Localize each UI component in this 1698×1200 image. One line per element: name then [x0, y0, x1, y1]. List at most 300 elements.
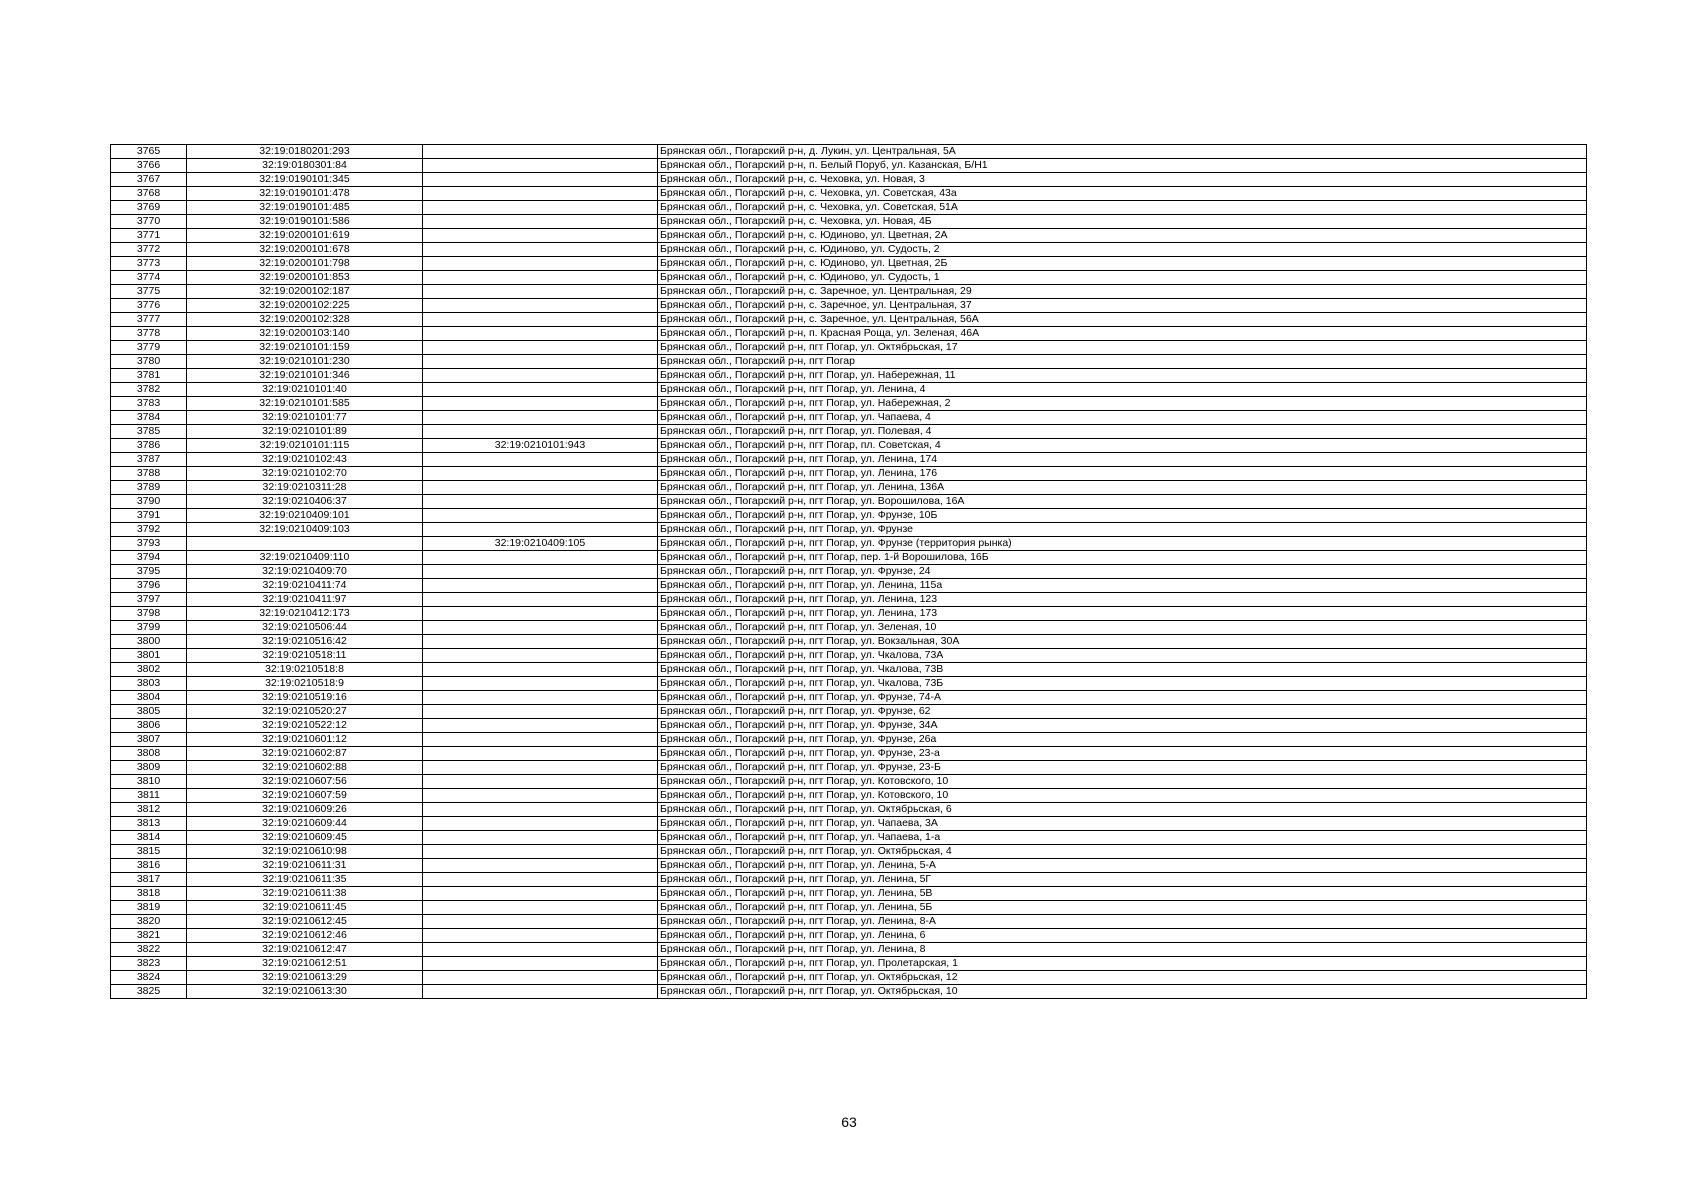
cadastral-number-cell: 32:19:0210518:8 — [187, 663, 423, 677]
previous-cadastral-number-cell — [423, 425, 658, 439]
address-cell: Брянская обл., Погарский р-н, пгт Погар — [658, 355, 1587, 369]
address-cell: Брянская обл., Погарский р-н, пгт Погар, ул. Ленина, 176 — [658, 467, 1587, 481]
row-number-cell: 3791 — [111, 509, 187, 523]
address-cell: Брянская обл., Погарский р-н, пгт Погар, ул. Чапаева, 3А — [658, 817, 1587, 831]
address-cell: Брянская обл., Погарский р-н, с. Заречное, ул. Центральная, 37 — [658, 299, 1587, 313]
table-row — [111, 229, 1587, 243]
row-number-cell: 3803 — [111, 677, 187, 691]
cadastral-number-cell: 32:19:0210602:87 — [187, 747, 423, 761]
table-row — [111, 285, 1587, 299]
cadastral-number-cell: 32:19:0210101:159 — [187, 341, 423, 355]
previous-cadastral-number-cell — [423, 341, 658, 355]
previous-cadastral-number-cell — [423, 817, 658, 831]
address-cell: Брянская обл., Погарский р-н, с. Юдиново, ул. Цветная, 2А — [658, 229, 1587, 243]
row-number-cell: 3770 — [111, 215, 187, 229]
table-row — [111, 565, 1587, 579]
previous-cadastral-number-cell — [423, 705, 658, 719]
table-row — [111, 887, 1587, 901]
row-number-cell: 3782 — [111, 383, 187, 397]
address-cell: Брянская обл., Погарский р-н, пгт Погар, ул. Чапаева, 1-а — [658, 831, 1587, 845]
previous-cadastral-number-cell — [423, 551, 658, 565]
address-cell: Брянская обл., Погарский р-н, пгт Погар, ул. Ленина, 123 — [658, 593, 1587, 607]
address-cell: Брянская обл., Погарский р-н, пгт Погар, ул. Ленина, 5Б — [658, 901, 1587, 915]
previous-cadastral-number-cell — [423, 859, 658, 873]
row-number-cell: 3778 — [111, 327, 187, 341]
row-number-cell: 3807 — [111, 733, 187, 747]
cadastral-number-cell: 32:19:0210506:44 — [187, 621, 423, 635]
previous-cadastral-number-cell — [423, 803, 658, 817]
row-number-cell: 3822 — [111, 943, 187, 957]
previous-cadastral-number-cell — [423, 411, 658, 425]
previous-cadastral-number-cell — [423, 957, 658, 971]
table-row — [111, 341, 1587, 355]
previous-cadastral-number-cell — [423, 383, 658, 397]
previous-cadastral-number-cell — [423, 355, 658, 369]
row-number-cell: 3801 — [111, 649, 187, 663]
table-row — [111, 509, 1587, 523]
table-row — [111, 523, 1587, 537]
cadastral-number-cell: 32:19:0210101:346 — [187, 369, 423, 383]
address-cell: Брянская обл., Погарский р-н, с. Заречное, ул. Центральная, 56А — [658, 313, 1587, 327]
previous-cadastral-number-cell — [423, 775, 658, 789]
row-number-cell: 3788 — [111, 467, 187, 481]
table-row — [111, 985, 1587, 999]
table-row — [111, 635, 1587, 649]
row-number-cell: 3765 — [111, 145, 187, 159]
row-number-cell: 3810 — [111, 775, 187, 789]
table-row — [111, 439, 1587, 453]
table-row — [111, 607, 1587, 621]
row-number-cell: 3816 — [111, 859, 187, 873]
row-number-cell: 3808 — [111, 747, 187, 761]
previous-cadastral-number-cell — [423, 271, 658, 285]
cadastral-number-cell: 32:19:0210519:16 — [187, 691, 423, 705]
table-row — [111, 971, 1587, 985]
row-number-cell: 3771 — [111, 229, 187, 243]
address-cell: Брянская обл., Погарский р-н, пгт Погар, пл. Советская, 4 — [658, 439, 1587, 453]
address-cell: Брянская обл., Погарский р-н, с. Чеховка, ул. Новая, 4Б — [658, 215, 1587, 229]
previous-cadastral-number-cell — [423, 733, 658, 747]
row-number-cell: 3804 — [111, 691, 187, 705]
table-row — [111, 789, 1587, 803]
table-row — [111, 943, 1587, 957]
row-number-cell: 3767 — [111, 173, 187, 187]
cadastral-number-cell: 32:19:0210613:29 — [187, 971, 423, 985]
table-row — [111, 495, 1587, 509]
previous-cadastral-number-cell — [423, 971, 658, 985]
address-cell: Брянская обл., Погарский р-н, пгт Погар, ул. Чкалова, 73А — [658, 649, 1587, 663]
cadastral-number-cell: 32:19:0210609:26 — [187, 803, 423, 817]
page-number: 63 — [841, 1114, 857, 1130]
address-cell: Брянская обл., Погарский р-н, пгт Погар, ул. Чкалова, 73Б — [658, 677, 1587, 691]
cadastral-number-cell: 32:19:0210518:9 — [187, 677, 423, 691]
row-number-cell: 3769 — [111, 201, 187, 215]
address-cell: Брянская обл., Погарский р-н, пгт Погар, ул. Набережная, 11 — [658, 369, 1587, 383]
row-number-cell: 3818 — [111, 887, 187, 901]
previous-cadastral-number-cell — [423, 747, 658, 761]
cadastral-number-cell: 32:19:0210611:45 — [187, 901, 423, 915]
table-row — [111, 677, 1587, 691]
row-number-cell: 3777 — [111, 313, 187, 327]
row-number-cell: 3795 — [111, 565, 187, 579]
cadastral-number-cell: 32:19:0210522:12 — [187, 719, 423, 733]
table-row — [111, 593, 1587, 607]
table-row — [111, 425, 1587, 439]
table-row — [111, 915, 1587, 929]
table-row — [111, 579, 1587, 593]
cadastral-number-cell: 32:19:0210101:230 — [187, 355, 423, 369]
row-number-cell: 3820 — [111, 915, 187, 929]
address-cell: Брянская обл., Погарский р-н, с. Юдиново, ул. Цветная, 2Б — [658, 257, 1587, 271]
previous-cadastral-number-cell — [423, 789, 658, 803]
address-cell: Брянская обл., Погарский р-н, пгт Погар, ул. Октябрьская, 12 — [658, 971, 1587, 985]
table-row — [111, 845, 1587, 859]
previous-cadastral-number-cell — [423, 719, 658, 733]
cadastral-number-cell: 32:19:0210609:45 — [187, 831, 423, 845]
table-row — [111, 327, 1587, 341]
row-number-cell: 3812 — [111, 803, 187, 817]
address-cell: Брянская обл., Погарский р-н, пгт Погар, ул. Ленина, 4 — [658, 383, 1587, 397]
row-number-cell: 3819 — [111, 901, 187, 915]
row-number-cell: 3798 — [111, 607, 187, 621]
address-cell: Брянская обл., Погарский р-н, пгт Погар, ул. Ленина, 8-А — [658, 915, 1587, 929]
previous-cadastral-number-cell — [423, 985, 658, 999]
cadastral-number-cell: 32:19:0190101:485 — [187, 201, 423, 215]
cadastral-number-cell: 32:19:0210409:101 — [187, 509, 423, 523]
row-number-cell: 3772 — [111, 243, 187, 257]
address-cell: Брянская обл., Погарский р-н, пгт Погар, ул. Зеленая, 10 — [658, 621, 1587, 635]
previous-cadastral-number-cell — [423, 201, 658, 215]
row-number-cell: 3785 — [111, 425, 187, 439]
row-number-cell: 3815 — [111, 845, 187, 859]
row-number-cell: 3823 — [111, 957, 187, 971]
address-cell: Брянская обл., Погарский р-н, пгт Погар, ул. Полевая, 4 — [658, 425, 1587, 439]
row-number-cell: 3799 — [111, 621, 187, 635]
cadastral-number-cell: 32:19:0190101:478 — [187, 187, 423, 201]
cadastral-number-cell: 32:19:0210409:103 — [187, 523, 423, 537]
cadastral-number-cell: 32:19:0210516:42 — [187, 635, 423, 649]
row-number-cell: 3776 — [111, 299, 187, 313]
table-row — [111, 243, 1587, 257]
row-number-cell: 3825 — [111, 985, 187, 999]
cadastral-number-cell: 32:19:0210409:110 — [187, 551, 423, 565]
address-cell: Брянская обл., Погарский р-н, п. Красная Роща, ул. Зеленая, 46А — [658, 327, 1587, 341]
address-cell: Брянская обл., Погарский р-н, пгт Погар, ул. Фрунзе, 24 — [658, 565, 1587, 579]
address-cell: Брянская обл., Погарский р-н, пгт Погар, ул. Фрунзе, 62 — [658, 705, 1587, 719]
table-row — [111, 691, 1587, 705]
row-number-cell: 3780 — [111, 355, 187, 369]
cadastral-number-cell: 32:19:0200102:187 — [187, 285, 423, 299]
table-row — [111, 663, 1587, 677]
previous-cadastral-number-cell — [423, 845, 658, 859]
previous-cadastral-number-cell — [423, 691, 658, 705]
previous-cadastral-number-cell — [423, 677, 658, 691]
address-cell: Брянская обл., Погарский р-н, пгт Погар, ул. Котовского, 10 — [658, 775, 1587, 789]
address-cell: Брянская обл., Погарский р-н, с. Чеховка, ул. Советская, 51А — [658, 201, 1587, 215]
previous-cadastral-number-cell — [423, 901, 658, 915]
table-row — [111, 649, 1587, 663]
table-row — [111, 621, 1587, 635]
previous-cadastral-number-cell — [423, 299, 658, 313]
cadastral-number-cell: 32:19:0210102:43 — [187, 453, 423, 467]
previous-cadastral-number-cell — [423, 509, 658, 523]
previous-cadastral-number-cell — [423, 313, 658, 327]
previous-cadastral-number-cell — [423, 565, 658, 579]
table-row — [111, 537, 1587, 551]
row-number-cell: 3821 — [111, 929, 187, 943]
row-number-cell: 3800 — [111, 635, 187, 649]
address-cell: Брянская обл., Погарский р-н, пгт Погар, ул. Фрунзе, 23-а — [658, 747, 1587, 761]
row-number-cell: 3768 — [111, 187, 187, 201]
table-row — [111, 187, 1587, 201]
address-cell: Брянская обл., Погарский р-н, пгт Погар, ул. Фрунзе (территория рынка) — [658, 537, 1587, 551]
table-row — [111, 873, 1587, 887]
previous-cadastral-number-cell — [423, 327, 658, 341]
cadastral-number-cell: 32:19:0210102:70 — [187, 467, 423, 481]
previous-cadastral-number-cell — [423, 761, 658, 775]
row-number-cell: 3781 — [111, 369, 187, 383]
table-row — [111, 257, 1587, 271]
address-cell: Брянская обл., Погарский р-н, д. Лукин, ул. Центральная, 5А — [658, 145, 1587, 159]
row-number-cell: 3814 — [111, 831, 187, 845]
address-cell: Брянская обл., Погарский р-н, с. Заречное, ул. Центральная, 29 — [658, 285, 1587, 299]
previous-cadastral-number-cell — [423, 663, 658, 677]
previous-cadastral-number-cell — [423, 285, 658, 299]
address-cell: Брянская обл., Погарский р-н, пгт Погар, пер. 1-й Ворошилова, 16Б — [658, 551, 1587, 565]
row-number-cell: 3797 — [111, 593, 187, 607]
previous-cadastral-number-cell — [423, 887, 658, 901]
table-row — [111, 831, 1587, 845]
cadastral-number-cell: 32:19:0190101:345 — [187, 173, 423, 187]
row-number-cell: 3792 — [111, 523, 187, 537]
table-row — [111, 215, 1587, 229]
table-row — [111, 467, 1587, 481]
cadastral-number-cell: 32:19:0180301:84 — [187, 159, 423, 173]
address-cell: Брянская обл., Погарский р-н, пгт Погар, ул. Ленина, 5-А — [658, 859, 1587, 873]
row-number-cell: 3802 — [111, 663, 187, 677]
cadastral-number-cell: 32:19:0190101:586 — [187, 215, 423, 229]
cadastral-number-cell: 32:19:0210611:31 — [187, 859, 423, 873]
address-cell: Брянская обл., Погарский р-н, пгт Погар, ул. Котовского, 10 — [658, 789, 1587, 803]
table-row — [111, 733, 1587, 747]
address-cell: Брянская обл., Погарский р-н, пгт Погар, ул. Фрунзе, 34А — [658, 719, 1587, 733]
cadastral-number-cell: 32:19:0210518:11 — [187, 649, 423, 663]
address-cell: Брянская обл., Погарский р-н, пгт Погар, ул. Фрунзе, 10Б — [658, 509, 1587, 523]
address-cell: Брянская обл., Погарский р-н, пгт Погар, ул. Чкалова, 73В — [658, 663, 1587, 677]
address-cell: Брянская обл., Погарский р-н, пгт Погар, ул. Октябрьская, 4 — [658, 845, 1587, 859]
cadastral-number-cell: 32:19:0200101:798 — [187, 257, 423, 271]
table-row — [111, 173, 1587, 187]
previous-cadastral-number-cell — [423, 453, 658, 467]
row-number-cell: 3806 — [111, 719, 187, 733]
previous-cadastral-number-cell — [423, 649, 658, 663]
address-cell: Брянская обл., Погарский р-н, пгт Погар, ул. Ленина, 8 — [658, 943, 1587, 957]
address-cell: Брянская обл., Погарский р-н, пгт Погар, ул. Фрунзе, 23-Б — [658, 761, 1587, 775]
cadastral-number-cell: 32:19:0210612:51 — [187, 957, 423, 971]
cadastral-number-cell: 32:19:0210607:59 — [187, 789, 423, 803]
cadastral-number-cell: 32:19:0210412:173 — [187, 607, 423, 621]
cadastral-number-cell: 32:19:0210607:56 — [187, 775, 423, 789]
row-number-cell: 3809 — [111, 761, 187, 775]
cadastral-number-cell: 32:19:0210411:74 — [187, 579, 423, 593]
cadastral-number-cell: 32:19:0210612:45 — [187, 915, 423, 929]
address-cell: Брянская обл., Погарский р-н, пгт Погар, ул. Октябрьская, 10 — [658, 985, 1587, 999]
cadastral-number-cell: 32:19:0210602:88 — [187, 761, 423, 775]
cadastral-number-cell: 32:19:0210611:38 — [187, 887, 423, 901]
cadastral-number-cell: 32:19:0200103:140 — [187, 327, 423, 341]
address-cell: Брянская обл., Погарский р-н, пгт Погар, ул. Ленина, 5Г — [658, 873, 1587, 887]
cadastral-number-cell: 32:19:0210406:37 — [187, 495, 423, 509]
previous-cadastral-number-cell — [423, 173, 658, 187]
previous-cadastral-number-cell: 32:19:0210101:943 — [423, 439, 658, 453]
table-row — [111, 397, 1587, 411]
previous-cadastral-number-cell — [423, 145, 658, 159]
table-row — [111, 159, 1587, 173]
previous-cadastral-number-cell — [423, 187, 658, 201]
table-row — [111, 551, 1587, 565]
cadastral-number-cell: 32:19:0210101:77 — [187, 411, 423, 425]
cadastral-number-cell: 32:19:0210612:46 — [187, 929, 423, 943]
address-cell: Брянская обл., Погарский р-н, пгт Погар, ул. Пролетарская, 1 — [658, 957, 1587, 971]
cadastral-number-cell: 32:19:0200102:225 — [187, 299, 423, 313]
table-body — [111, 145, 1587, 999]
row-number-cell: 3811 — [111, 789, 187, 803]
row-number-cell: 3813 — [111, 817, 187, 831]
address-cell: Брянская обл., Погарский р-н, пгт Погар, ул. Чапаева, 4 — [658, 411, 1587, 425]
row-number-cell: 3766 — [111, 159, 187, 173]
table-row — [111, 817, 1587, 831]
row-number-cell: 3824 — [111, 971, 187, 985]
table-row — [111, 355, 1587, 369]
table-row — [111, 145, 1587, 159]
address-cell: Брянская обл., Погарский р-н, пгт Погар, ул. Ленина, 136А — [658, 481, 1587, 495]
cadastral-number-cell: 32:19:0210101:89 — [187, 425, 423, 439]
address-cell: Брянская обл., Погарский р-н, пгт Погар, ул. Вокзальная, 30А — [658, 635, 1587, 649]
cadastral-number-cell: 32:19:0210520:27 — [187, 705, 423, 719]
previous-cadastral-number-cell — [423, 929, 658, 943]
cadastral-number-cell: 32:19:0210601:12 — [187, 733, 423, 747]
previous-cadastral-number-cell: 32:19:0210409:105 — [423, 537, 658, 551]
cadastral-number-cell — [187, 537, 423, 551]
cadastral-number-cell: 32:19:0210411:97 — [187, 593, 423, 607]
address-cell: Брянская обл., Погарский р-н, с. Чеховка, ул. Советская, 43а — [658, 187, 1587, 201]
cadastral-number-cell: 32:19:0210610:98 — [187, 845, 423, 859]
address-cell: Брянская обл., Погарский р-н, с. Юдиново, ул. Судость, 1 — [658, 271, 1587, 285]
table-row — [111, 929, 1587, 943]
row-number-cell: 3775 — [111, 285, 187, 299]
row-number-cell: 3805 — [111, 705, 187, 719]
row-number-cell: 3774 — [111, 271, 187, 285]
previous-cadastral-number-cell — [423, 523, 658, 537]
row-number-cell: 3793 — [111, 537, 187, 551]
cadastral-number-cell: 32:19:0210609:44 — [187, 817, 423, 831]
table-row — [111, 719, 1587, 733]
row-number-cell: 3789 — [111, 481, 187, 495]
cadastral-number-cell: 32:19:0210101:585 — [187, 397, 423, 411]
cadastral-number-cell: 32:19:0180201:293 — [187, 145, 423, 159]
table-row — [111, 299, 1587, 313]
previous-cadastral-number-cell — [423, 915, 658, 929]
table-row — [111, 859, 1587, 873]
address-cell: Брянская обл., Погарский р-н, п. Белый Поруб, ул. Казанская, Б/Н1 — [658, 159, 1587, 173]
table-row — [111, 761, 1587, 775]
table-row — [111, 411, 1587, 425]
address-cell: Брянская обл., Погарский р-н, пгт Погар, ул. Ленина, 174 — [658, 453, 1587, 467]
row-number-cell: 3783 — [111, 397, 187, 411]
address-cell: Брянская обл., Погарский р-н, пгт Погар, ул. Октябрьская, 6 — [658, 803, 1587, 817]
cadastral-number-cell: 32:19:0200101:678 — [187, 243, 423, 257]
previous-cadastral-number-cell — [423, 243, 658, 257]
row-number-cell: 3773 — [111, 257, 187, 271]
address-cell: Брянская обл., Погарский р-н, пгт Погар, ул. Фрунзе — [658, 523, 1587, 537]
previous-cadastral-number-cell — [423, 607, 658, 621]
previous-cadastral-number-cell — [423, 159, 658, 173]
previous-cadastral-number-cell — [423, 397, 658, 411]
cadastral-number-cell: 32:19:0210101:40 — [187, 383, 423, 397]
previous-cadastral-number-cell — [423, 593, 658, 607]
row-number-cell: 3787 — [111, 453, 187, 467]
previous-cadastral-number-cell — [423, 579, 658, 593]
address-cell: Брянская обл., Погарский р-н, пгт Погар, ул. Набережная, 2 — [658, 397, 1587, 411]
cadastral-number-cell: 32:19:0200101:619 — [187, 229, 423, 243]
address-cell: Брянская обл., Погарский р-н, пгт Погар, ул. Фрунзе, 26а — [658, 733, 1587, 747]
previous-cadastral-number-cell — [423, 481, 658, 495]
previous-cadastral-number-cell — [423, 495, 658, 509]
address-cell: Брянская обл., Погарский р-н, пгт Погар, ул. Ленина, 6 — [658, 929, 1587, 943]
cadastral-number-cell: 32:19:0210612:47 — [187, 943, 423, 957]
row-number-cell: 3779 — [111, 341, 187, 355]
table-row — [111, 705, 1587, 719]
previous-cadastral-number-cell — [423, 873, 658, 887]
previous-cadastral-number-cell — [423, 943, 658, 957]
previous-cadastral-number-cell — [423, 467, 658, 481]
cadastral-number-cell: 32:19:0200102:328 — [187, 313, 423, 327]
table-row — [111, 901, 1587, 915]
table-row — [111, 201, 1587, 215]
table-row — [111, 383, 1587, 397]
table-row — [111, 453, 1587, 467]
land-plot-table — [110, 144, 1587, 999]
address-cell: Брянская обл., Погарский р-н, пгт Погар, ул. Фрунзе, 74-А — [658, 691, 1587, 705]
previous-cadastral-number-cell — [423, 229, 658, 243]
cadastral-number-cell: 32:19:0210311:28 — [187, 481, 423, 495]
table-row — [111, 271, 1587, 285]
table-row — [111, 747, 1587, 761]
address-cell: Брянская обл., Погарский р-н, с. Юдиново, ул. Судость, 2 — [658, 243, 1587, 257]
previous-cadastral-number-cell — [423, 621, 658, 635]
address-cell: Брянская обл., Погарский р-н, пгт Погар, ул. Ленина, 173 — [658, 607, 1587, 621]
cadastral-number-cell: 32:19:0210101:115 — [187, 439, 423, 453]
row-number-cell: 3796 — [111, 579, 187, 593]
previous-cadastral-number-cell — [423, 831, 658, 845]
previous-cadastral-number-cell — [423, 369, 658, 383]
row-number-cell: 3794 — [111, 551, 187, 565]
table-row — [111, 803, 1587, 817]
cadastral-number-cell: 32:19:0210613:30 — [187, 985, 423, 999]
table-row — [111, 775, 1587, 789]
table-row — [111, 481, 1587, 495]
previous-cadastral-number-cell — [423, 257, 658, 271]
row-number-cell: 3790 — [111, 495, 187, 509]
cadastral-number-cell: 32:19:0210611:35 — [187, 873, 423, 887]
address-cell: Брянская обл., Погарский р-н, пгт Погар, ул. Октябрьская, 17 — [658, 341, 1587, 355]
address-cell: Брянская обл., Погарский р-н, пгт Погар, ул. Ворошилова, 16А — [658, 495, 1587, 509]
address-cell: Брянская обл., Погарский р-н, пгт Погар, ул. Ленина, 115а — [658, 579, 1587, 593]
table-row — [111, 957, 1587, 971]
previous-cadastral-number-cell — [423, 215, 658, 229]
address-cell: Брянская обл., Погарский р-н, с. Чеховка, ул. Новая, 3 — [658, 173, 1587, 187]
address-cell: Брянская обл., Погарский р-н, пгт Погар, ул. Ленина, 5В — [658, 887, 1587, 901]
